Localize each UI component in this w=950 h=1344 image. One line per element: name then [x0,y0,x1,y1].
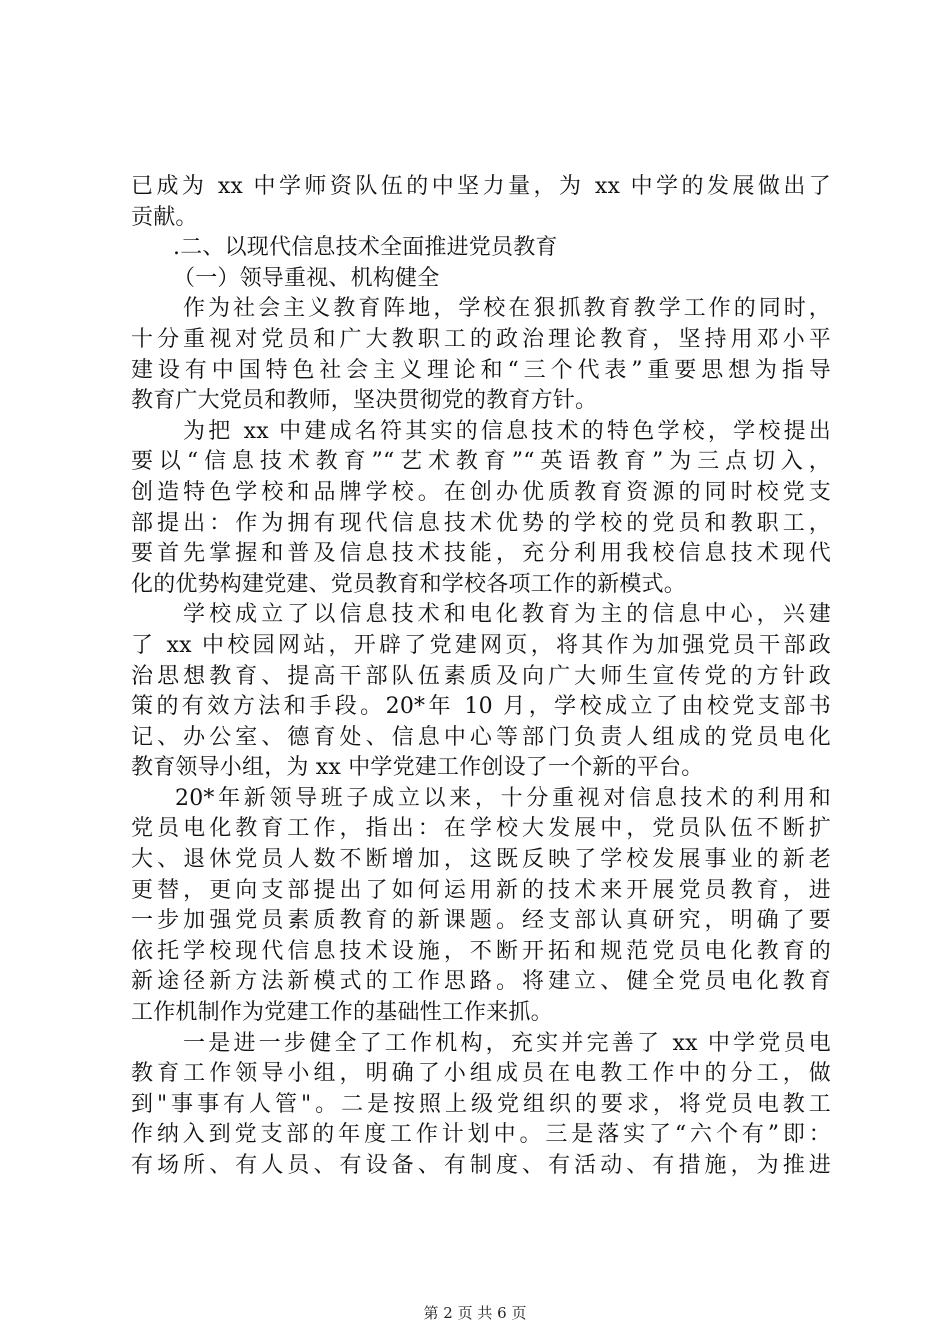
text-line: 记、办公室、德育处、信息中心等部门负责人组成的党员电化 [131,724,831,750]
text-line: 到"事事有人管"。二是按照上级党组织的要求，将党员电教工 [131,1091,831,1117]
text-line: 大、退休党员人数不断增加，这既反映了学校发展事业的新老 [131,847,831,873]
text-line: 更替，更向支部提出了如何运用新的技术来开展党员教育，进 [131,877,831,903]
text-line: 建设有中国特色社会主义理论和“三个代表”重要思想为指导 [131,357,831,383]
text-line: 要以“信息技术教育”“艺术教育”“英语教育”为三点切入， [131,449,831,475]
text-line: 依托学校现代信息技术设施，不断开拓和规范党员电化教育的 [131,938,831,964]
text-line: 教育广大党员和教师，坚决贯彻党的教育方针。 [131,388,598,414]
text-line: 工作机制作为党建工作的基础性工作来抓。 [131,1000,553,1026]
text-line: 有场所、有人员、有设备、有制度、有活动、有措施，为推进 [131,1153,831,1178]
text-line: 部提出：作为拥有现代信息技术优势的学校的党员和教职工， [131,510,831,536]
text-line: 党员电化教育工作，指出：在学校大发展中，党员队伍不断扩 [131,816,831,842]
text-line: 教育工作领导小组，明确了小组成员在电教工作中的分工，做 [131,1061,831,1087]
text-line: 治思想教育、提高干部队伍素质及向广大师生宣传党的方针政 [131,663,831,689]
text-line: 作为社会主义教育阵地，学校在狠抓教育教学工作的同时， [183,296,831,322]
text-line: 十分重视对党员和广大教职工的政治理论教育，坚持用邓小平 [131,326,831,352]
text-line: 贡献。 [131,204,198,230]
text-line: 教育领导小组，为 xx 中学党建工作创设了一个新的平台。 [131,755,704,781]
document-body [131,172,831,1182]
text-line: 要首先掌握和普及信息技术技能，充分利用我校信息技术现代 [131,541,831,567]
text-line: （一）领导重视、机构健全 [173,265,440,291]
text-line: 学校成立了以信息技术和电化教育为主的信息中心，兴建 [183,602,831,628]
text-line: 策的有效方法和手段。20*年 10 月，学校成立了由校党支部书 [131,694,831,720]
text-line: 作纳入到党支部的年度工作计划中。三是落实了“六个有”即： [131,1122,831,1148]
text-line: 已成为 xx 中学师资队伍的中坚力量，为 xx 中学的发展做出了 [131,174,831,199]
page-footer: 第 2 页 共 6 页 [423,1304,527,1322]
text-line: 了 xx 中校园网站，开辟了党建网页，将其作为加强党员干部政 [131,632,831,658]
text-line: 为把 xx 中建成名符其实的信息技术的特色学校，学校提出 [183,418,831,444]
text-line: 一步加强党员素质教育的新课题。经支部认真研究，明确了要 [131,908,831,934]
text-line: 新途径新方法新模式的工作思路。将建立、健全党员电化教育 [131,969,831,995]
text-line: 化的优势构建党建、党员教育和学校各项工作的新模式。 [131,571,687,597]
text-line: 创造特色学校和品牌学校。在创办优质教育资源的同时校党支 [131,479,831,505]
text-line: 20*年新领导班子成立以来，十分重视对信息技术的利用和 [175,785,831,811]
text-line: .二、以现代信息技术全面推进党员教育 [173,235,558,261]
text-line: 一是进一步健全了工作机构，充实并完善了 xx 中学党员电 [183,1030,831,1056]
